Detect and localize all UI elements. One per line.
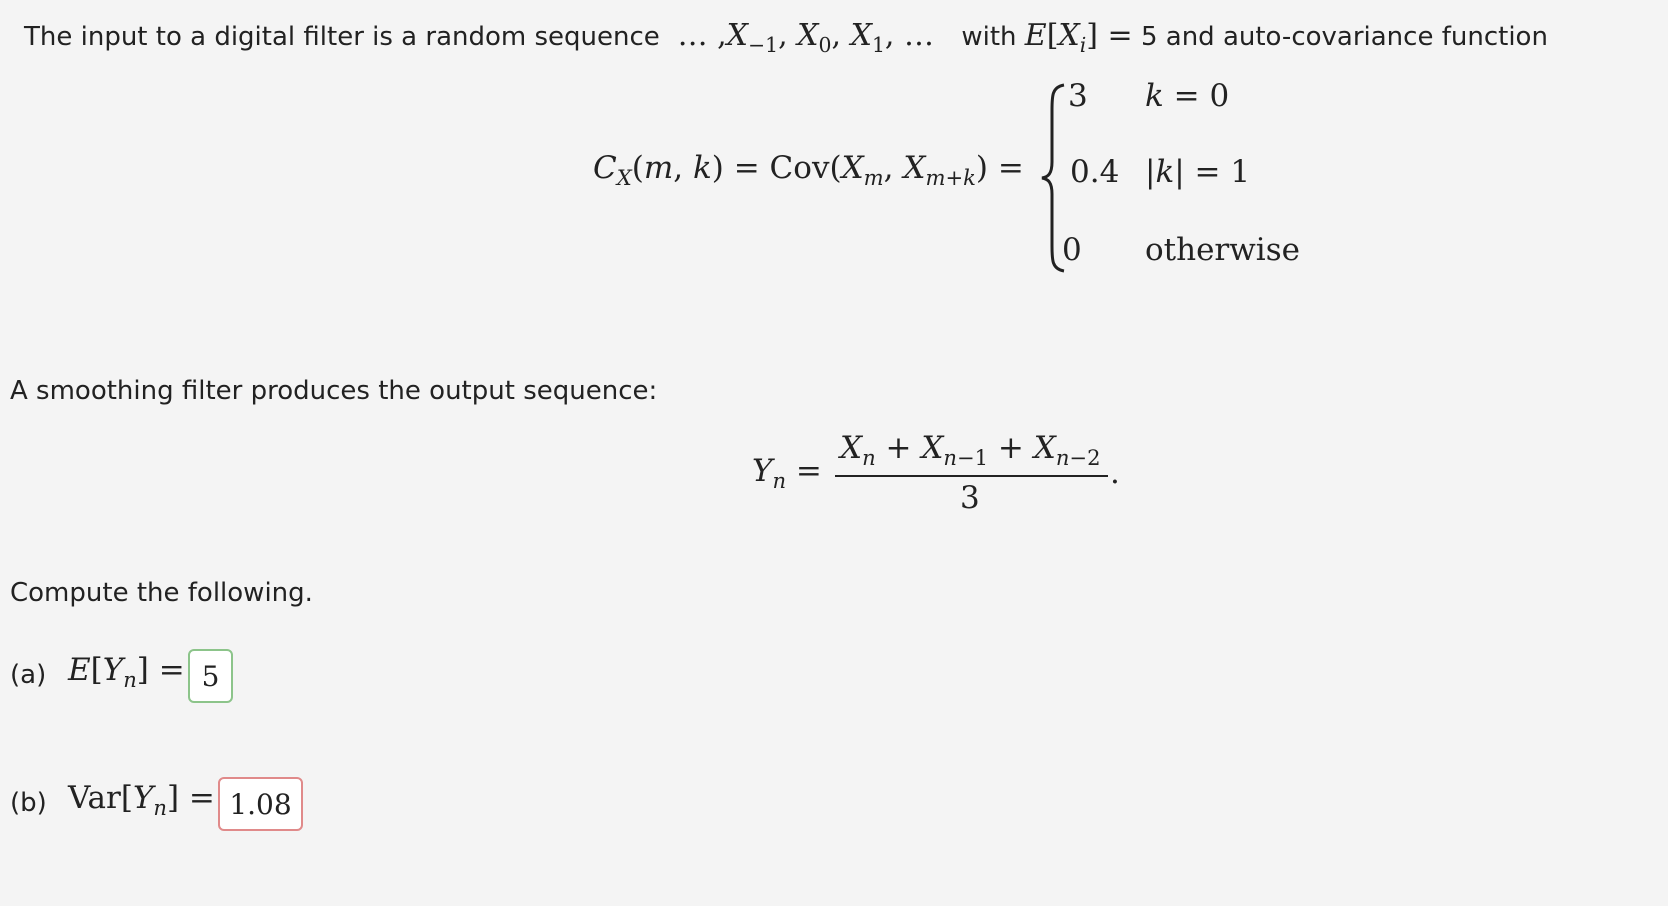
case-value-3: 0 <box>1062 232 1082 268</box>
case-condition-3: otherwise <box>1145 232 1300 268</box>
compute-text: Compute the following. <box>10 578 313 608</box>
case-value-1: 3 <box>1068 78 1088 114</box>
intro-suffix: 5 and auto-covariance function <box>1140 22 1548 52</box>
case-value-2: 0.4 <box>1070 154 1120 190</box>
intro-prefix: The input to a digital filter is a random sequence <box>24 22 660 52</box>
filter-lhs: $Y_n$ = <box>752 453 822 494</box>
covariance-lhs: $C_X(m$, $k) = Cov(X_m$, $X_{m+k}$) = <box>593 150 1024 191</box>
sequence-expression: … $,X_{-1}$, $X_0$, $X_1$, … <box>668 18 954 57</box>
intro-with: with <box>961 22 1017 52</box>
case-condition-1: k = 0 <box>1145 78 1230 114</box>
question-a-expression: $E[Y_n]$ = <box>68 652 185 693</box>
answer-b-input[interactable]: 1.08 <box>218 777 303 831</box>
filter-denominator: 3 <box>960 480 980 516</box>
case-condition-2: |k| = 1 <box>1145 154 1251 190</box>
filter-numerator: $X_n + X_{n-1} + X_{n-2}$ <box>840 430 1101 471</box>
mean-expression: $E[X_i]$ = <box>1024 18 1133 57</box>
filter-period: . <box>1110 455 1120 491</box>
smoothing-text: A smoothing filter produces the output sequence: <box>10 376 658 406</box>
intro-sentence <box>24 18 1548 57</box>
question-a-label: (a) <box>10 660 47 690</box>
answer-a-input[interactable]: 5 <box>188 649 233 703</box>
question-b-label: (b) <box>10 788 47 818</box>
question-b-expression: $Var[Y_n]$ = <box>68 780 215 821</box>
fraction-bar <box>835 475 1108 477</box>
